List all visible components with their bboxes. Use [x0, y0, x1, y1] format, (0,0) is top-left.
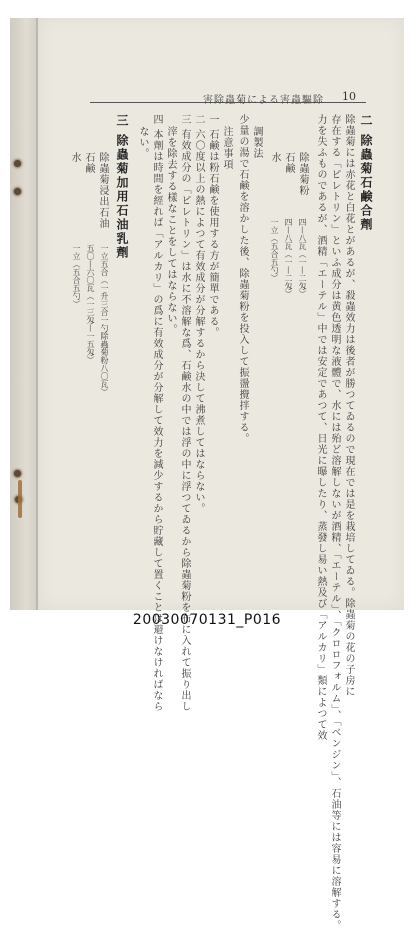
paragraph: 存在する「ピレトリン」といふ成分は黄色透明な液體で、水には殆ど溶解しないが酒精、「エーテル」、「クロロフォルム」、「ベンジン」、石油等には容易に溶解する。 — [329, 114, 340, 931]
recipe-amount: 一立（五合五勺） — [72, 244, 81, 308]
note-item: ない。 — [137, 126, 148, 159]
note-item: 四 本劑は時間を經れば「アルカリ」の爲に有效成分が分解して效力を減少するから貯藏して置くことは避けなければなら — [151, 114, 162, 713]
preparation-heading: 調製法 — [251, 126, 262, 159]
notes-heading: 注意事項 — [221, 126, 232, 170]
recipe-ingredient: 除蟲菊浸出石油 — [97, 152, 108, 229]
section-2-title: 二 除蟲菊石鹸合劑 — [359, 114, 373, 233]
page-number: 10 — [342, 90, 356, 103]
rust-stain — [18, 480, 22, 518]
binding-hole — [14, 470, 21, 477]
recipe-amount: 五〇—六〇瓦（一三匁—一五匁） — [86, 244, 95, 364]
recipe-ingredient: 石鹸 — [83, 152, 94, 174]
image-caption: 20030070131_P016 — [132, 612, 282, 628]
note-item: 三 有效成分の「ピレトリン」は水に不溶解な爲、石鹸水の中では浮の中に浮つてゐるから除蟲菊粉を布に入れて振り出し — [179, 114, 190, 713]
recipe-amount: 一立五合（一升三合一勺除蟲菊粉八〇瓦） — [100, 244, 109, 396]
note-item: 滓を除去する樣なことをしてはならない。 — [165, 126, 176, 335]
binding-hole — [14, 188, 21, 195]
recipe-amount: 四—八瓦（一—二匁） — [284, 218, 293, 298]
previous-page-edge — [10, 18, 38, 610]
preparation-text: 少量の湯で石鹸を溶かした後、除蟲菊粉を投入して振盪攪拌する。 — [237, 114, 248, 444]
note-item: 一 石鹸は粉石鹸を使用する方が簡單である。 — [207, 114, 218, 339]
paragraph: 力を失ふものであるが、酒精「エーテル」中では安定であつて、日光に曝したり、蒸發し易い熱及び「アルカリ」類によつて效 — [315, 114, 326, 741]
recipe-ingredient: 水 — [269, 152, 280, 163]
running-title: 害除蟲菊による害蟲驅除 — [203, 95, 324, 106]
recipe-ingredient: 水 — [69, 152, 80, 163]
paragraph: 除蟲菊には赤花と白花とがあるが、殺蟲效力は後者が勝つてゐるので現在では是を栽培してゐる。除蟲菊の花の子房に — [343, 114, 354, 697]
recipe-ingredient: 石鹸 — [283, 152, 294, 174]
recipe-amount: 一立（五合五勺） — [270, 218, 279, 282]
note-item: 二 六〇度以上の熱によつて有效成分が分解するから決して沸煮してはならない。 — [193, 114, 204, 515]
recipe-ingredient: 除蟲菊粉 — [297, 152, 308, 196]
recipe-amount: 四—八瓦（一—二匁） — [298, 218, 307, 298]
binding-hole — [14, 160, 21, 167]
section-3-title: 三 除蟲菊加用石油乳劑 — [115, 114, 129, 261]
